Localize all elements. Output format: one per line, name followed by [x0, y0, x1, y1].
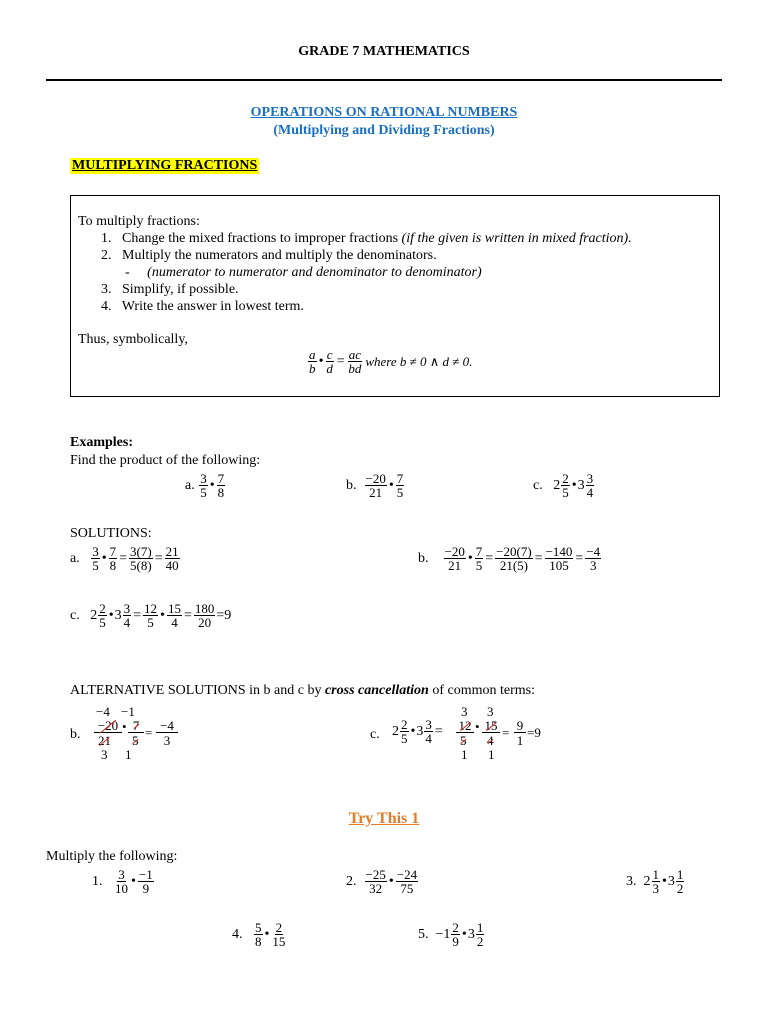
solutions-heading: SOLUTIONS: [70, 526, 152, 541]
formula-condition: where b ≠ 0 ∧ d ≠ 0. [365, 353, 473, 369]
examples-instruction: Find the product of the following: [70, 453, 261, 468]
section-heading: MULTIPLYING FRACTIONS [72, 158, 258, 173]
step-text: Write the answer in lowest term. [121, 299, 304, 314]
exercise-1: 1. $\frac{3}{10}$ • $\frac{-1}{9}$ [92, 867, 153, 896]
step-text: Multiply the numerators and multiply the denominators. [122, 248, 437, 263]
try-this-heading: Try This 1 [348, 810, 420, 827]
rule-step-2 [101, 247, 437, 264]
alternative-b: b. −4 −1 −20 • 7 21 5 3 1 = −4 3 [70, 705, 220, 765]
step-num: 3. [101, 282, 112, 297]
title-line2: (Multiplying and Dividing Fractions) [273, 123, 495, 138]
alternative-heading: ALTERNATIVE SOLUTIONS in b and c by cross cancellation of common terms: [70, 683, 535, 698]
solution-c: c. 2 $\frac{2}{5}$ • 3 $\frac{3}{4}$ = $\frac{12}{5}$ • $\frac{15}{4}$ = $\frac{180}{20}$ =9 [70, 601, 232, 630]
rules-box [70, 195, 720, 397]
lesson-title [0, 104, 768, 140]
example-b: b. $\frac{-20}{21}$ • $\frac{7}{5}$ [346, 471, 404, 500]
header-divider [46, 79, 722, 81]
step-num: 1. [101, 231, 112, 246]
step-note: (numerator to numerator and denominator to denominator) [147, 265, 482, 280]
examples-heading: Examples: [70, 435, 133, 450]
alternative-c: c. 2 $\frac{2}{5}$ • 3 $\frac{3}{4}$ = 3 3 12 • 15 5 4 1 1 = 9 1 =9 [370, 704, 541, 762]
solution-a: a. $\frac{3}{5}$ • $\frac{7}{8}$ = $\frac{3(7)}{5(8)}$ = $\frac{21}{40}$ [70, 544, 179, 573]
step-num: - [125, 265, 130, 280]
step-num: 4. [101, 299, 112, 314]
exercise-5: 5. −1 $\frac{2}{9}$ • 3 $\frac{1}{2}$ [418, 920, 484, 949]
solution-b: b. $\frac{-20}{21}$ • $\frac{7}{5}$ = $\frac{-20(7)}{21(5)}$ = $\frac{-140}{105}$ = $\frac{-4}{3}$ [418, 544, 601, 573]
rule-step-3 [101, 281, 239, 298]
rules-intro: To multiply fractions: [78, 214, 200, 229]
rules-thus: Thus, symbolically, [78, 332, 188, 347]
step-text: Simplify, if possible. [122, 282, 239, 297]
title-line1: OPERATIONS ON RATIONAL NUMBERS [250, 105, 518, 120]
example-a: a. $\frac{3}{5}$ • $\frac{7}{8}$ [185, 471, 225, 500]
try-this-instruction: Multiply the following: [46, 849, 178, 864]
exercise-3: 3. 2 $\frac{1}{3}$ • 3 $\frac{1}{2}$ [626, 867, 684, 896]
multiplication-formula: $\frac{a}{b}$ • $\frac{c}{d}$ = $\frac{ac}{bd}$ where b ≠ 0 ∧ d ≠ 0. [309, 347, 473, 376]
step-text: Change the mixed fractions to improper fractions [122, 231, 402, 246]
step-note: (if the given is written in mixed fraction). [401, 231, 632, 246]
page-header: GRADE 7 MATHEMATICS [298, 44, 470, 59]
rule-step-dash [125, 264, 482, 281]
step-num: 2. [101, 248, 112, 263]
rule-step-1 [101, 230, 632, 247]
rule-step-4 [101, 298, 304, 315]
exercise-4: 4. $\frac{5}{8}$ • $\frac{2}{15}$ [232, 920, 286, 949]
example-c: c. 2 $\frac{2}{5}$ • 3 $\frac{3}{4}$ [533, 471, 594, 500]
exercise-2: 2. $\frac{-25}{32}$ • $\frac{-24}{75}$ [346, 867, 418, 896]
